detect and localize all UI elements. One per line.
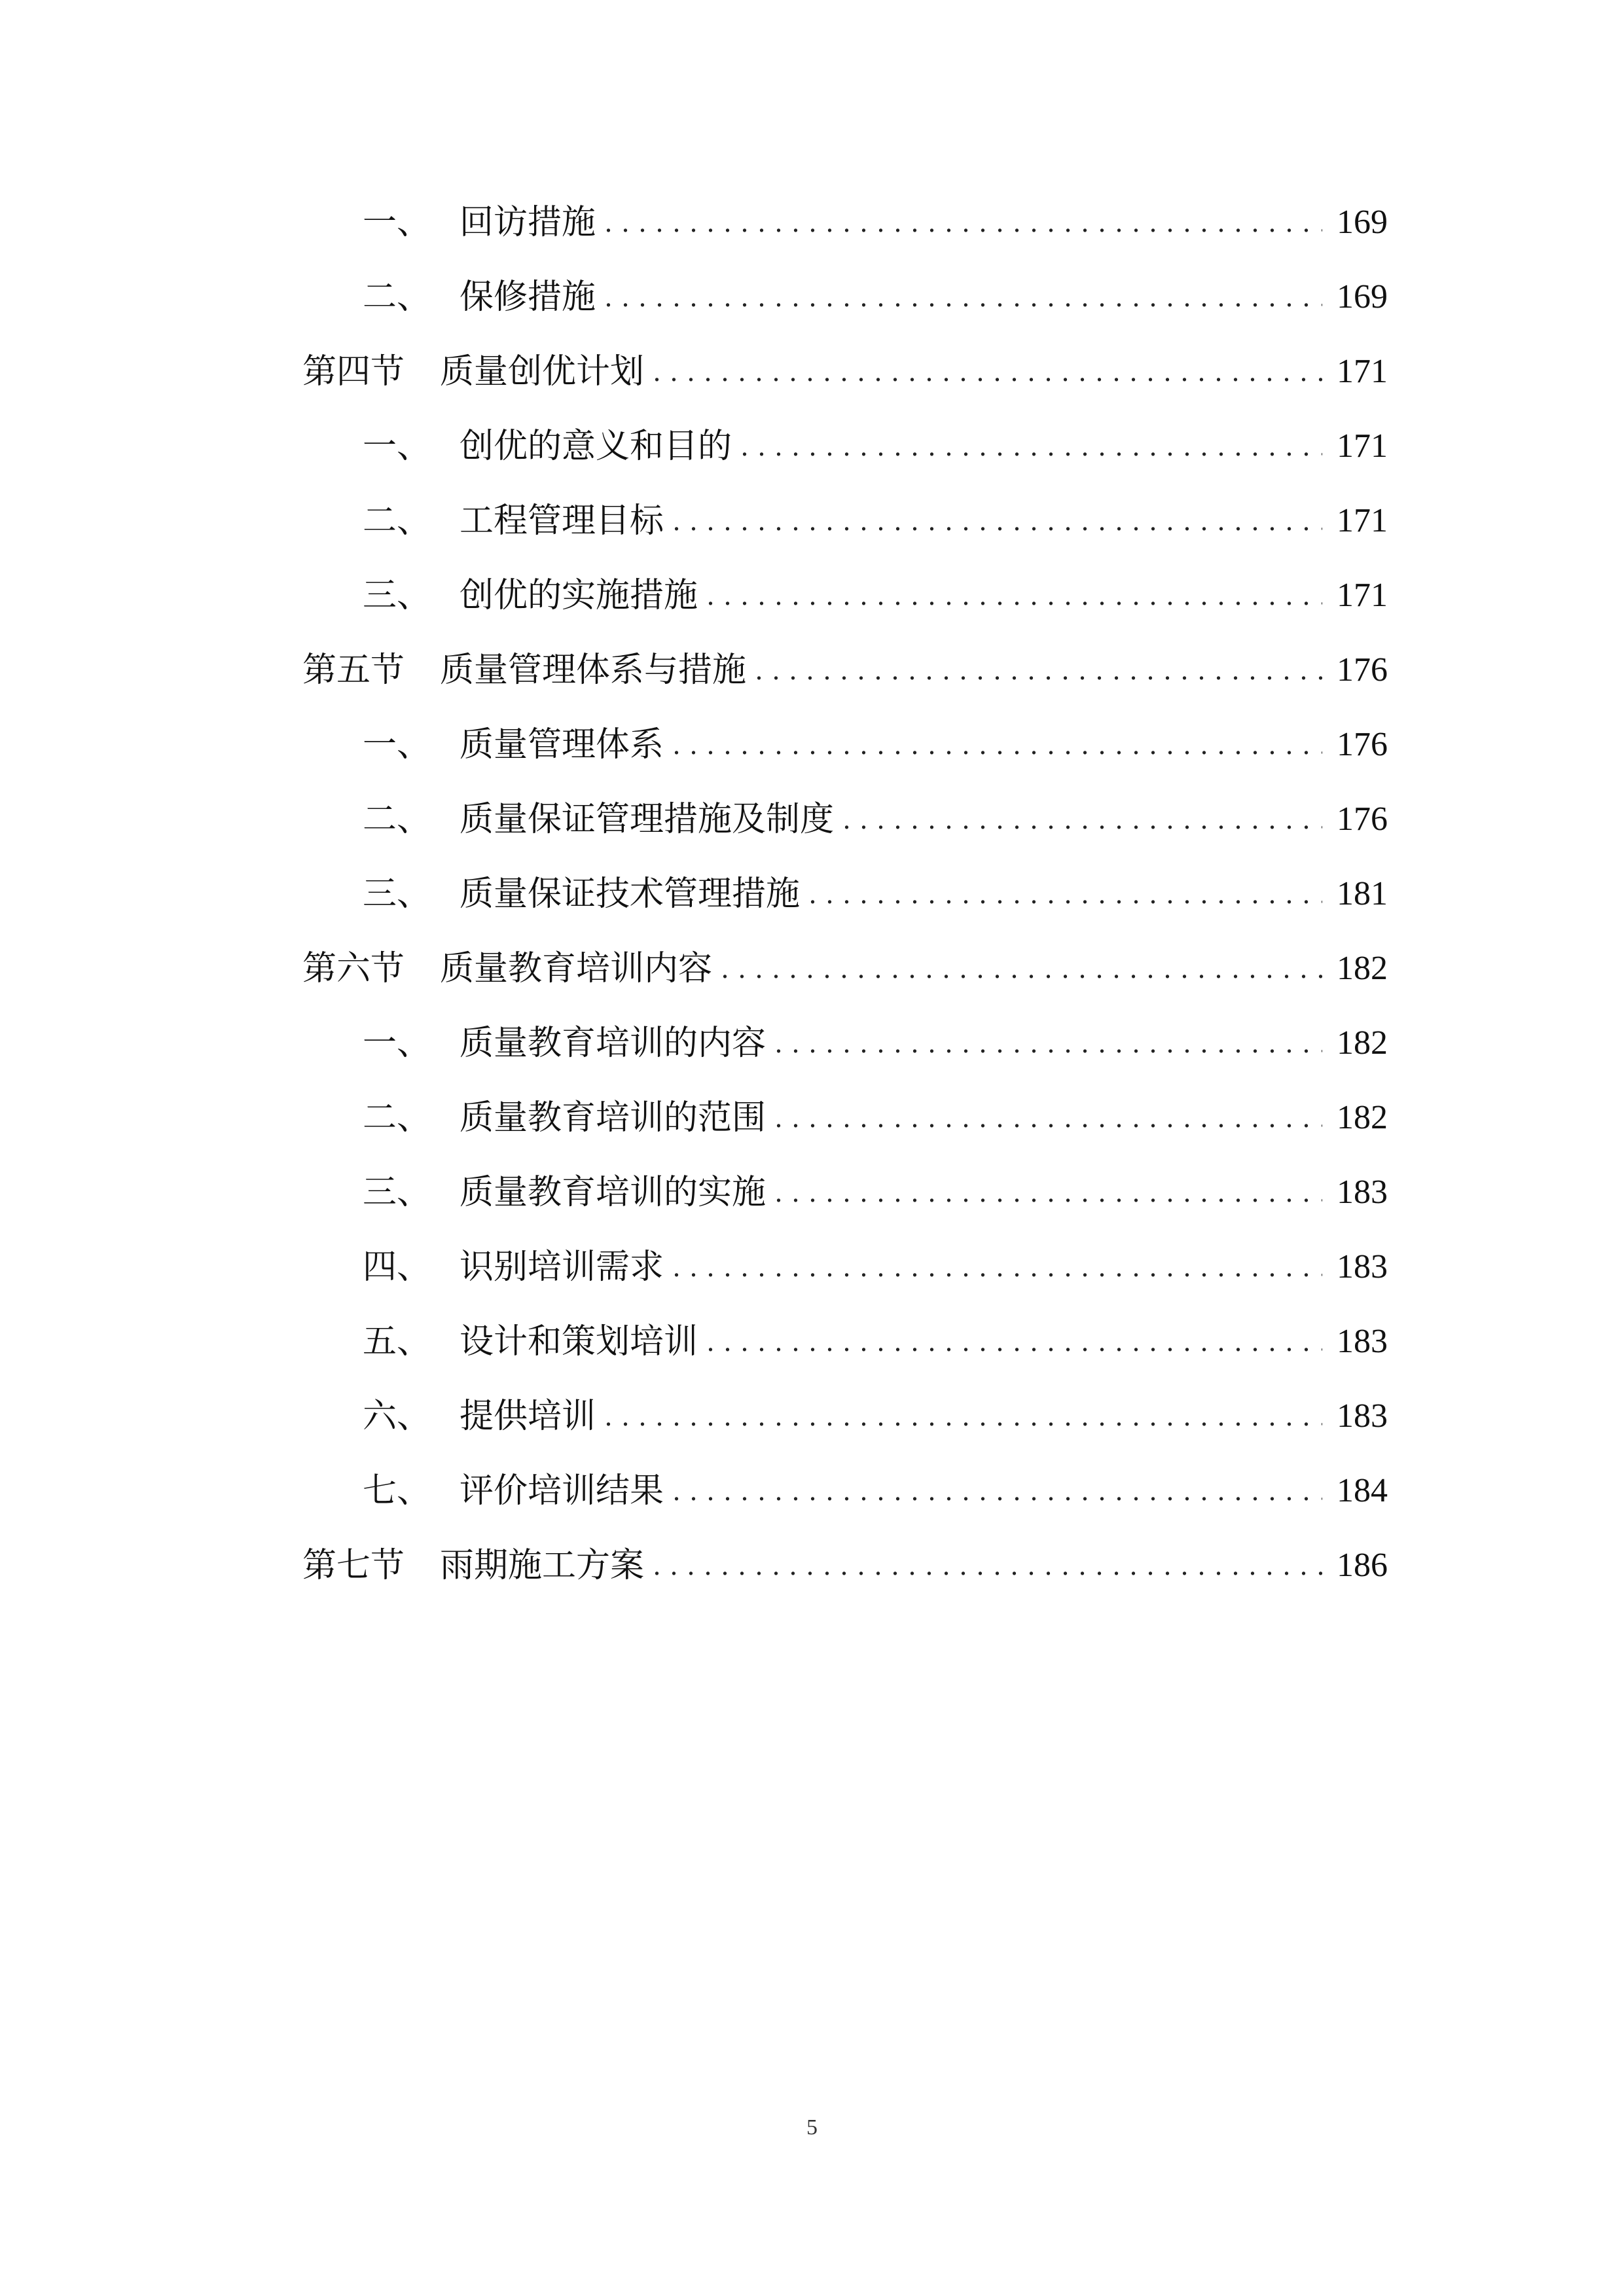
toc-entry-title: 质量创优计划 <box>440 352 645 391</box>
toc-entry-number: 第七节 <box>302 1546 405 1585</box>
toc-entry-number: 六、 <box>363 1397 431 1436</box>
toc-entry-number: 三、 <box>363 576 431 615</box>
toc-entry-page: 181 <box>1337 875 1388 912</box>
toc-subsection-entry[interactable] <box>302 1238 1388 1297</box>
toc-section-entry[interactable] <box>302 1536 1388 1595</box>
toc-dot-leader <box>605 1387 1322 1446</box>
toc-entry-number: 二、 <box>363 501 431 541</box>
toc-subsection-entry[interactable] <box>302 417 1388 476</box>
toc-subsection-entry[interactable] <box>302 865 1388 924</box>
toc-entry-title: 质量保证技术管理措施 <box>460 874 801 914</box>
toc-entry-title: 保修措施 <box>460 278 596 317</box>
toc-dot-leader <box>775 1088 1322 1147</box>
toc-entry-title: 质量管理体系与措施 <box>440 651 747 690</box>
toc-entry-page: 176 <box>1337 726 1388 763</box>
toc-entry-title: 质量教育培训的实施 <box>460 1173 767 1212</box>
toc-entry-title: 质量管理体系 <box>460 725 664 764</box>
toc-entry-title: 雨期施工方案 <box>440 1546 645 1585</box>
toc-subsection-entry[interactable] <box>302 492 1388 550</box>
page-number: 5 <box>806 2115 818 2140</box>
toc-entry-page: 171 <box>1337 427 1388 465</box>
toc-entry-page: 176 <box>1337 651 1388 689</box>
toc-entry-page: 182 <box>1337 1024 1388 1062</box>
toc-entry-title: 回访措施 <box>460 203 596 242</box>
toc-dot-leader <box>775 1163 1322 1222</box>
toc-entry-number: 二、 <box>363 800 431 839</box>
toc-subsection-entry[interactable] <box>302 790 1388 849</box>
toc-dot-leader <box>707 566 1322 625</box>
toc-entry-page: 169 <box>1337 204 1388 241</box>
toc-entry-number: 一、 <box>363 1024 431 1063</box>
toc-entry-number: 五、 <box>363 1322 431 1361</box>
toc-entry-page: 171 <box>1337 577 1388 614</box>
toc-entry-number: 一、 <box>363 725 431 764</box>
toc-entry-number: 二、 <box>363 278 431 317</box>
toc-subsection-entry[interactable] <box>302 1312 1388 1371</box>
toc-entry-page: 183 <box>1337 1397 1388 1435</box>
toc-entry-page: 182 <box>1337 950 1388 987</box>
toc-entry-title: 工程管理目标 <box>460 501 664 541</box>
toc-entry-title: 设计和策划培训 <box>460 1322 698 1361</box>
toc-dot-leader <box>673 492 1322 550</box>
toc-subsection-entry[interactable] <box>302 1462 1388 1520</box>
toc-entry-title: 质量教育培训的内容 <box>460 1024 767 1063</box>
toc-subsection-entry[interactable] <box>302 268 1388 327</box>
toc-entry-number: 第四节 <box>302 352 405 391</box>
toc-entry-number: 一、 <box>363 427 431 466</box>
toc-entry-page: 183 <box>1337 1248 1388 1285</box>
toc-section-entry[interactable] <box>302 641 1388 700</box>
toc-dot-leader <box>721 939 1322 998</box>
toc-dot-leader <box>673 1462 1322 1520</box>
toc-entry-number: 七、 <box>363 1471 431 1511</box>
toc-entry-page: 171 <box>1337 353 1388 390</box>
toc-entry-number: 第六节 <box>302 949 405 988</box>
toc-entry-page: 171 <box>1337 502 1388 539</box>
toc-dot-leader <box>809 865 1322 924</box>
toc-entry-title: 质量教育培训的范围 <box>460 1098 767 1138</box>
toc-dot-leader <box>605 268 1322 327</box>
toc-section-entry[interactable] <box>302 342 1388 401</box>
toc-entry-page: 182 <box>1337 1099 1388 1136</box>
toc-dot-leader <box>755 641 1322 700</box>
toc-subsection-entry[interactable] <box>302 715 1388 774</box>
toc-entry-number: 第五节 <box>302 651 405 690</box>
toc-section-entry[interactable] <box>302 939 1388 998</box>
toc-subsection-entry[interactable] <box>302 1387 1388 1446</box>
toc-subsection-entry[interactable] <box>302 193 1388 252</box>
toc-dot-leader <box>741 417 1322 476</box>
toc-entry-title: 质量保证管理措施及制度 <box>460 800 835 839</box>
toc-entry-page: 176 <box>1337 800 1388 838</box>
toc-entry-title: 识别培训需求 <box>460 1247 664 1287</box>
toc-dot-leader <box>673 1238 1322 1297</box>
toc-entry-number: 三、 <box>363 874 431 914</box>
toc-subsection-entry[interactable] <box>302 1163 1388 1222</box>
toc-entry-number: 四、 <box>363 1247 431 1287</box>
toc-subsection-entry[interactable] <box>302 1014 1388 1073</box>
toc-subsection-entry[interactable] <box>302 566 1388 625</box>
toc-dot-leader <box>843 790 1322 849</box>
toc-entry-page: 186 <box>1337 1547 1388 1584</box>
toc-entry-page: 169 <box>1337 278 1388 315</box>
toc-entry-number: 二、 <box>363 1098 431 1138</box>
toc-entry-title: 提供培训 <box>460 1397 596 1436</box>
toc-entry-title: 质量教育培训内容 <box>440 949 713 988</box>
toc-dot-leader <box>605 193 1322 252</box>
toc-dot-leader <box>653 1536 1322 1595</box>
toc-entry-title: 评价培训结果 <box>460 1471 664 1511</box>
toc-dot-leader <box>775 1014 1322 1073</box>
toc-entry-number: 一、 <box>363 203 431 242</box>
toc-entry-page: 184 <box>1337 1472 1388 1509</box>
toc-dot-leader <box>673 715 1322 774</box>
toc-dot-leader <box>653 342 1322 401</box>
toc-entry-page: 183 <box>1337 1323 1388 1360</box>
toc-subsection-entry[interactable] <box>302 1088 1388 1147</box>
toc-entry-number: 三、 <box>363 1173 431 1212</box>
toc-entry-title: 创优的意义和目的 <box>460 427 732 466</box>
toc-entry-title: 创优的实施措施 <box>460 576 698 615</box>
toc-entry-page: 183 <box>1337 1174 1388 1211</box>
toc-dot-leader <box>707 1312 1322 1371</box>
